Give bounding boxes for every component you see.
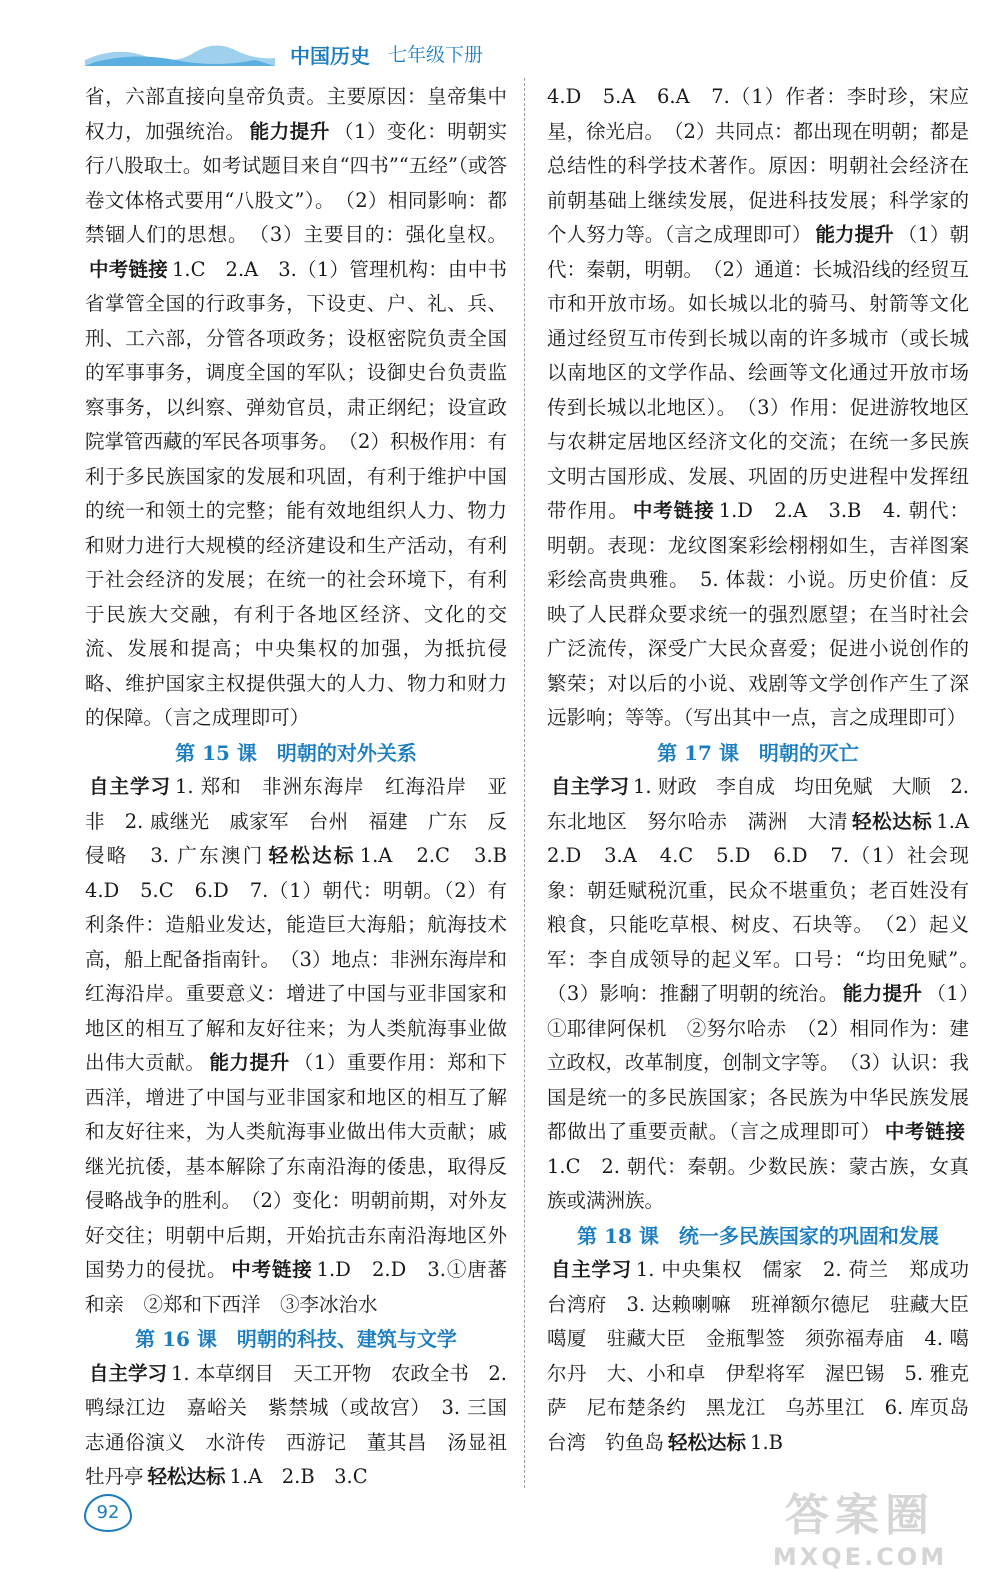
watermark-bottom: MXQE.COM xyxy=(772,1543,948,1571)
lesson-heading: 第 17 课 明朝的灭亡 xyxy=(657,740,859,765)
section-keyword: 自主学习 xyxy=(551,775,630,798)
column-divider xyxy=(524,78,525,1488)
lesson-heading: 第 18 课 统一多民族国家的巩固和发展 xyxy=(577,1223,939,1248)
answer-paragraph xyxy=(85,80,507,736)
answer-paragraph xyxy=(547,770,989,1219)
answer-paragraph xyxy=(85,1357,527,1495)
answer-text: （1）①耶律阿保机 ②努尔哈赤 （2）相同作为：建立政权，改革制度，创制文字等。 （3）认识：我国是统一的多民族国家；各民族为中华民族发展都做出了重要贡献。（言之成理即可） xyxy=(547,982,969,1143)
answer-paragraph xyxy=(85,770,527,1322)
answer-text: （1）变化：明朝实行八股取士。如考试题目来自“四书”“五经”（或答卷文体格式要用“八股文”）。 （2）相同影响：都禁锢人们的思想。 （3）主要目的：强化皇权。 xyxy=(85,119,507,246)
section-keyword: 能力提升 xyxy=(249,119,330,143)
answer-text: 1.A 2.D 3.A 4.C 5.D 6.D 7.（1）社会现象：朝廷赋税沉重，民众不堪重负；老百姓没有粮食，只能吃草根、树皮、石块等。 （2）起义军：李自成领导的起义军。口号：“均田免赋”。 （3）影响：推翻了明朝的统治。 xyxy=(547,809,989,1005)
answer-text: 1.D 2.A 3.B 4. 朝代：明朝。表现：龙纹图案彩绘栩栩如生，吉祥图案彩绘高贵典雅。 5. 体裁：小说。历史价值：反映了人民群众要求统一的强烈愿望；在当时社会广泛流传，深受广大民众喜爱；促进小说创作的繁荣；对以后的小说、戏剧等文学创作产生了深远影响；等等。（写出其中一点，言之成理即可） xyxy=(547,499,969,729)
section-keyword: 自主学习 xyxy=(551,1258,632,1281)
section-keyword: 中考链接 xyxy=(632,499,715,522)
answer-text: 1. 财政 李自成 均田免赋 大顺 2. 东北地区 努尔哈赤 满洲 大清 xyxy=(547,775,969,833)
page-number: 92 xyxy=(84,1494,132,1532)
answer-text: 1. 本草纲目 天工开物 农政全书 2. 鸭绿江边 嘉峪关 紫禁城（或故宫） 3. 三国志通俗演义 水浒传 西游记 董其昌 汤显祖 牡丹亭 xyxy=(85,1361,527,1488)
lesson-heading: 第 16 课 明朝的科技、建筑与文学 xyxy=(135,1327,457,1351)
mountain-wave-icon xyxy=(85,38,275,66)
section-keyword: 能力提升 xyxy=(209,1051,290,1074)
answer-text: 1.A 2.B 3.C xyxy=(229,1465,368,1488)
section-keyword: 轻松达标 xyxy=(268,844,356,867)
header-subject: 中国历史 xyxy=(290,44,370,68)
section-keyword: 轻松达标 xyxy=(668,1430,747,1454)
section-keyword: 轻松达标 xyxy=(147,1465,226,1488)
watermark-logo xyxy=(745,1479,975,1571)
left-column xyxy=(85,80,527,1495)
answer-text: 1. 郑和 非洲东海岸 红海沿岸 亚非 2. 戚继光 戚家军 台州 福建 广东 反侵略 3. 广东澳门 xyxy=(85,775,507,867)
section-keyword: 能力提升 xyxy=(815,223,894,246)
section-keyword: 自主学习 xyxy=(89,1361,168,1385)
answer-text: 1.D 2.D 3.①唐蕃和亲 ②郑和下西洋 ③李冰治水 xyxy=(85,1258,507,1316)
section-keyword: 自主学习 xyxy=(89,775,171,798)
answer-text: 1.B xyxy=(750,1430,783,1454)
right-column xyxy=(547,80,989,1460)
answer-text: 4.D 5.A 6.A 7.（1）作者：李时珍，宋应星，徐光启。 （2）共同点：都出现在明朝；都是总结性的科学技术著作。原因：明朝社会经济在前朝基础上继续发展，促进科技发展；科学家的个人努力等。（言之成理即可） xyxy=(547,85,969,246)
answer-text: 省，六部直接向皇帝负责。主要原因：皇帝集中权力，加强统治。 xyxy=(85,85,507,143)
section-keyword: 中考链接 xyxy=(884,1120,965,1143)
answer-text: 1. 中央集权 儒家 2. 荷兰 郑成功 台湾府 3. 达赖喇嘛 班禅额尔德尼 驻藏大臣 噶厦 驻藏大臣 金瓶掣签 须弥福寿庙 4. 噶尔丹 大、小和卓 伊犁将军 渥巴锡 5. 雅克萨 尼布楚条约 黑龙江 乌苏里江 6. 库页岛 台湾 钓鱼岛 xyxy=(547,1258,989,1454)
section-keyword: 中考链接 xyxy=(231,1258,313,1281)
watermark-top: 答案圈 xyxy=(785,1490,935,1541)
page-header xyxy=(85,30,505,70)
answer-text: 1.C 2. 朝代：秦朝。少数民族：蒙古族，女真族或满洲族。 xyxy=(547,1154,969,1212)
answer-text: 1.A 2.C 3.B 4.D 5.C 6.D 7.（1）朝代：明朝。（2）有利条件：造船业发达，能造巨大海船；航海技术高，船上配备指南针。 （3）地点：非洲东海岸和红海沿岸。重要意义：增进了中国与亚非国家和地区的相互了解和友好往来；为人类航海事业做出伟大贡献。 xyxy=(85,844,527,1074)
answer-text: （1）重要作用：郑和下西洋，增进了中国与亚非国家和地区的相互了解和友好往来，为人类航海事业做出伟大贡献；戚继光抗倭，基本解除了东南沿海的倭患，取得反侵略战争的胜利。 （2）变化：明朝前期，对外友好交往；明朝中后期，开始抗击东南沿海地区外国势力的侵扰。 xyxy=(85,1051,507,1281)
lesson-heading: 第 15 课 明朝的对外关系 xyxy=(175,740,417,765)
section-keyword: 能力提升 xyxy=(842,982,923,1005)
section-keyword: 中考链接 xyxy=(89,257,169,281)
answer-paragraph xyxy=(547,80,969,736)
section-keyword: 轻松达标 xyxy=(852,809,933,833)
answer-paragraph xyxy=(547,1253,989,1460)
header-grade: 七年级下册 xyxy=(388,44,484,66)
answer-text: 1.C 2.A 3.（1）管理机构：由中书省掌管全国的行政事务，下设吏、户、礼、兵、刑、工六部，分管各项政务；设枢密院负责全国的军事事务，调度全国的军队；设御史台负责监察事务，以纠察、弹劾官员，肃正纲纪；设宣政院掌管西藏的军民各项事务。 （2）积极作用：有利于多民族国家的发展和巩固，有利于维护中国的统一和领土的完整；能有效地组织人力、物力和财力进行大规模的经济建设和生产活动，有利于社会经济的发展；在统一的社会环境下，有利于民族大交融，有利于各地区经济、文化的交流、发展和提高；中央集权的加强，为抵抗侵略、维护国家主权提供强大的人力、物力和财力的保障。（言之成理即可） xyxy=(85,257,507,729)
answer-text: （1）朝代：秦朝，明朝。 （2）通道：长城沿线的经贸互市和开放市场。如长城以北的骑马、射箭等文化通过经贸互市传到长城以南的许多城市（或长城以南地区的文学作品、绘画等文化通过开放市场传到长城以北地区）。 （3）作用：促进游牧地区与农耕定居地区经济文化的交流；在统一多民族文明古国形成、发展、巩固的历史进程中发挥纽带作用。 xyxy=(547,223,969,522)
